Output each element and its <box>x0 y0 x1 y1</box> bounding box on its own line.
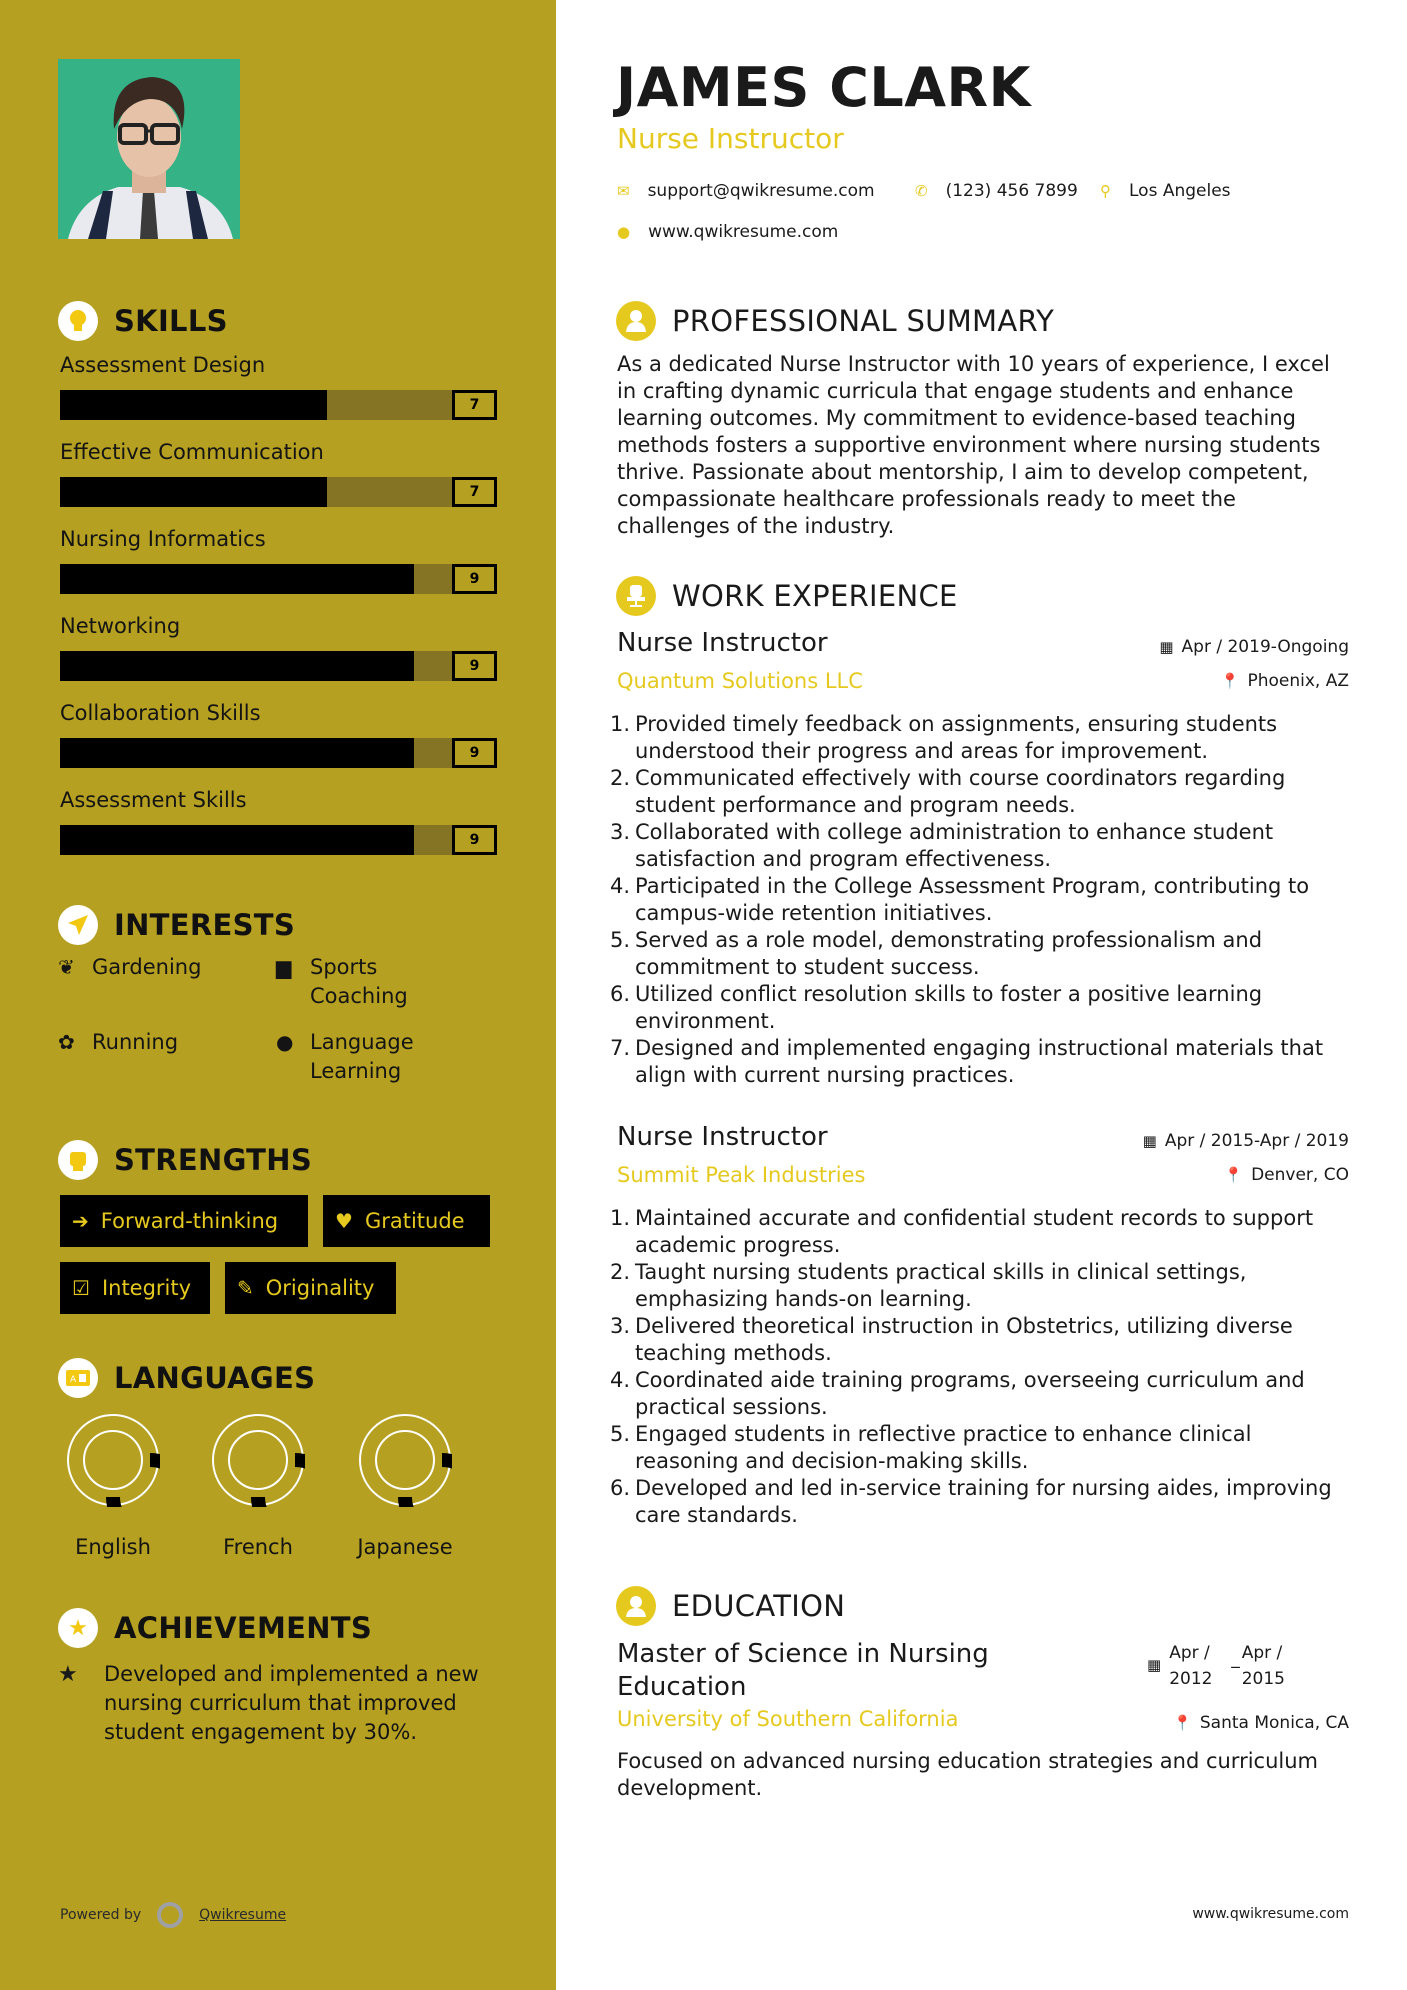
skill-name: Nursing Informatics <box>60 527 266 551</box>
education-description: Focused on advanced nursing education strategies and curriculum development. <box>617 1749 1318 1800</box>
achievements-title: ACHIEVEMENTS <box>114 1611 373 1645</box>
achievements-header <box>58 1608 372 1648</box>
skill-item <box>60 437 500 524</box>
language-donut <box>211 1413 305 1507</box>
job-location: 📍 Phoenix, AZ <box>1220 671 1349 691</box>
job-company: Quantum Solutions LLC <box>617 669 863 693</box>
star-icon: ★ <box>58 1608 98 1648</box>
education-dates: ▦ Apr / 2012 _ Apr / 2015 <box>1147 1640 1285 1692</box>
globe-icon: ● <box>617 223 631 241</box>
job-title: Nurse Instructor <box>617 628 828 658</box>
contact-location: ⚲ Los Angeles <box>1100 181 1231 201</box>
strengths-header <box>58 1140 312 1180</box>
sidebar <box>0 0 556 1990</box>
paper-plane-icon <box>58 905 98 945</box>
profile-photo <box>58 59 240 239</box>
job-dates: ▦ Apr / 2015-Apr / 2019 <box>1142 1131 1349 1151</box>
job-bullet: 1. Maintained accurate and confidential student records to support academic progress. <box>610 1206 1314 1257</box>
strength-tag: ➔ Forward-thinking <box>60 1195 308 1247</box>
skill-bar <box>60 564 497 594</box>
skill-fill <box>60 390 327 420</box>
skill-rating: 9 <box>452 738 497 768</box>
job-bullet: 6. Utilized conflict resolution skills to foster a positive learning environment. <box>610 982 1263 1033</box>
candidate-role: Nurse Instructor <box>617 122 844 155</box>
job-bullet: 4. Coordinated aide training programs, overseeing curriculum and practical sessions. <box>610 1368 1305 1419</box>
footer-website[interactable]: www.qwikresume.com <box>1192 1906 1349 1922</box>
interest-item: ✿ Running <box>58 1028 272 1057</box>
education-title: EDUCATION <box>672 1589 846 1623</box>
interests-title: INTERESTS <box>114 908 296 942</box>
interest-item: ● Language Learning <box>276 1028 430 1086</box>
qwikresume-link[interactable]: Qwikresume <box>199 1907 287 1923</box>
heart-icon: ♥ <box>335 1209 353 1233</box>
pushpin-icon: 📍 <box>1224 1166 1244 1184</box>
skill-item <box>60 785 500 872</box>
school-name: University of Southern California <box>617 1707 959 1731</box>
job-bullet: 5. Engaged students in reflective practice to enhance clinical reasoning and decision-making skills. <box>610 1422 1252 1473</box>
job-company: Summit Peak Industries <box>617 1163 866 1187</box>
skill-bar <box>60 477 497 507</box>
language-japanese: Japanese <box>350 1413 460 1559</box>
summary-text: As a dedicated Nurse Instructor with 10 years of experience, I excel in crafting dynamic curricula that engage students and enhance learning outcomes. My commitment to evidence-based teaching methods fosters a supportive environment where nursing students thrive. Passionate about mentorship, I aim to develop competent, compassionate healthcare professionals ready to meet the challenges of the industry. <box>617 352 1330 538</box>
skill-bar <box>60 825 497 855</box>
skills-list <box>60 350 500 872</box>
job-dates: ▦ Apr / 2019-Ongoing <box>1159 637 1349 657</box>
job-bullet: 2. Communicated effectively with course coordinators regarding student performance and program needs. <box>610 766 1286 817</box>
experience-header <box>616 576 958 616</box>
skill-fill <box>60 477 327 507</box>
strength-tag: ✎ Originality <box>225 1262 396 1314</box>
skill-item <box>60 698 500 785</box>
experience-title: WORK EXPERIENCE <box>672 579 958 613</box>
summary-title: PROFESSIONAL SUMMARY <box>672 304 1055 338</box>
pushpin-icon: 📍 <box>1220 672 1240 690</box>
skill-rating: 9 <box>452 825 497 855</box>
job-bullet: 5. Served as a role model, demonstrating professionalism and commitment to student success. <box>610 928 1263 979</box>
language-donut <box>66 1413 160 1507</box>
job-bullet: 3. Collaborated with college administration to enhance student satisfaction and program effectiveness. <box>610 820 1274 871</box>
skill-fill <box>60 564 414 594</box>
arrow-right-icon: ➔ <box>72 1209 89 1233</box>
briefcase-icon: ▆ <box>276 955 292 979</box>
skill-item <box>60 524 500 611</box>
interest-item: ❦ Gardening <box>58 953 272 982</box>
job-location: 📍 Denver, CO <box>1224 1165 1349 1185</box>
skill-bar <box>60 390 497 420</box>
strength-tag: ♥ Gratitude <box>323 1195 490 1247</box>
language-english: English <box>58 1413 168 1559</box>
skill-name: Collaboration Skills <box>60 701 261 725</box>
job-bullet: 2. Taught nursing students practical skills in clinical settings, emphasizing hands-on learning. <box>610 1260 1247 1311</box>
skill-item <box>60 350 500 437</box>
contact-email: ✉ support@qwikresume.com <box>617 181 875 201</box>
job-title: Nurse Instructor <box>617 1122 828 1152</box>
phone-icon: ✆ <box>915 182 928 200</box>
contact-website: ● www.qwikresume.com <box>617 222 839 242</box>
shooting-star-icon: ★ <box>58 1662 78 1687</box>
language-french: French <box>203 1413 313 1559</box>
skill-fill <box>60 825 414 855</box>
job-bullet: 1. Provided timely feedback on assignments, ensuring students understood their progress and areas for improvement. <box>610 712 1278 763</box>
summary-header <box>616 301 1054 341</box>
job-bullet: 7. Designed and implemented engaging instructional materials that align with current nursing practices. <box>610 1036 1324 1087</box>
map-pin-icon: ⚲ <box>1100 182 1111 200</box>
skill-item <box>60 611 500 698</box>
lightbulb-icon <box>58 301 98 341</box>
calendar-icon: ▦ <box>1159 638 1174 656</box>
pushpin-icon: 📍 <box>1173 1714 1192 1732</box>
skill-bar <box>60 738 497 768</box>
skill-rating: 9 <box>452 651 497 681</box>
interests-header <box>58 905 295 945</box>
calendar-icon: ▦ <box>1142 1132 1157 1150</box>
skill-fill <box>60 651 414 681</box>
powered-by: Powered by Qwikresume <box>60 1902 286 1928</box>
graduate-icon <box>616 1586 656 1626</box>
pencil-icon: ✎ <box>237 1276 254 1300</box>
candidate-name: JAMES CLARK <box>616 56 1031 119</box>
skill-bar <box>60 651 497 681</box>
skills-header <box>58 301 228 341</box>
calendar-icon: ▦ <box>1147 1656 1162 1674</box>
skill-name: Effective Communication <box>60 440 324 464</box>
fist-icon <box>58 1140 98 1180</box>
job-bullet: 4. Participated in the College Assessment Program, contributing to campus-wide retention initiatives. <box>610 874 1310 925</box>
languages-header <box>58 1358 315 1398</box>
strength-tag: ☑ Integrity <box>60 1262 210 1314</box>
paw-icon: ✿ <box>58 1030 75 1054</box>
job-bullets <box>610 1205 1350 1529</box>
skill-fill <box>60 738 414 768</box>
qwikresume-logo-icon <box>157 1902 183 1928</box>
languages-title: LANGUAGES <box>114 1361 316 1395</box>
svg-text:A: A <box>70 1375 77 1385</box>
achievement-item: ★ Developed and implemented a new nursing curriculum that improved student engagement by 30%. <box>58 1660 518 1747</box>
skill-name: Networking <box>60 614 181 638</box>
strengths-title: STRENGTHS <box>114 1143 313 1177</box>
chair-icon <box>616 576 656 616</box>
skills-title: SKILLS <box>114 304 228 338</box>
skill-name: Assessment Skills <box>60 788 247 812</box>
job-bullet: 6. Developed and led in-service training for nursing aides, improving care standards. <box>610 1476 1332 1527</box>
globe-icon: ● <box>276 1030 294 1054</box>
skill-rating: 7 <box>452 390 497 420</box>
education-location: 📍 Santa Monica, CA <box>1173 1713 1349 1733</box>
envelope-icon: ✉ <box>617 182 630 200</box>
check-square-icon: ☑ <box>72 1276 90 1300</box>
user-icon <box>616 301 656 341</box>
contact-phone: ✆ (123) 456 7899 <box>915 181 1078 201</box>
interest-item: ▆ Sports Coaching <box>276 953 430 1011</box>
degree-title: Master of Science in Nursing Education <box>617 1639 989 1702</box>
job-bullets <box>610 711 1350 1089</box>
skill-name: Assessment Design <box>60 353 266 377</box>
language-donut <box>358 1413 452 1507</box>
skill-rating: 7 <box>452 477 497 507</box>
language-icon <box>58 1358 98 1398</box>
education-header <box>616 1586 845 1626</box>
job-bullet: 3. Delivered theoretical instruction in Obstetrics, utilizing diverse teaching methods. <box>610 1314 1293 1365</box>
skill-rating: 9 <box>452 564 497 594</box>
leaf-icon: ❦ <box>58 955 75 979</box>
